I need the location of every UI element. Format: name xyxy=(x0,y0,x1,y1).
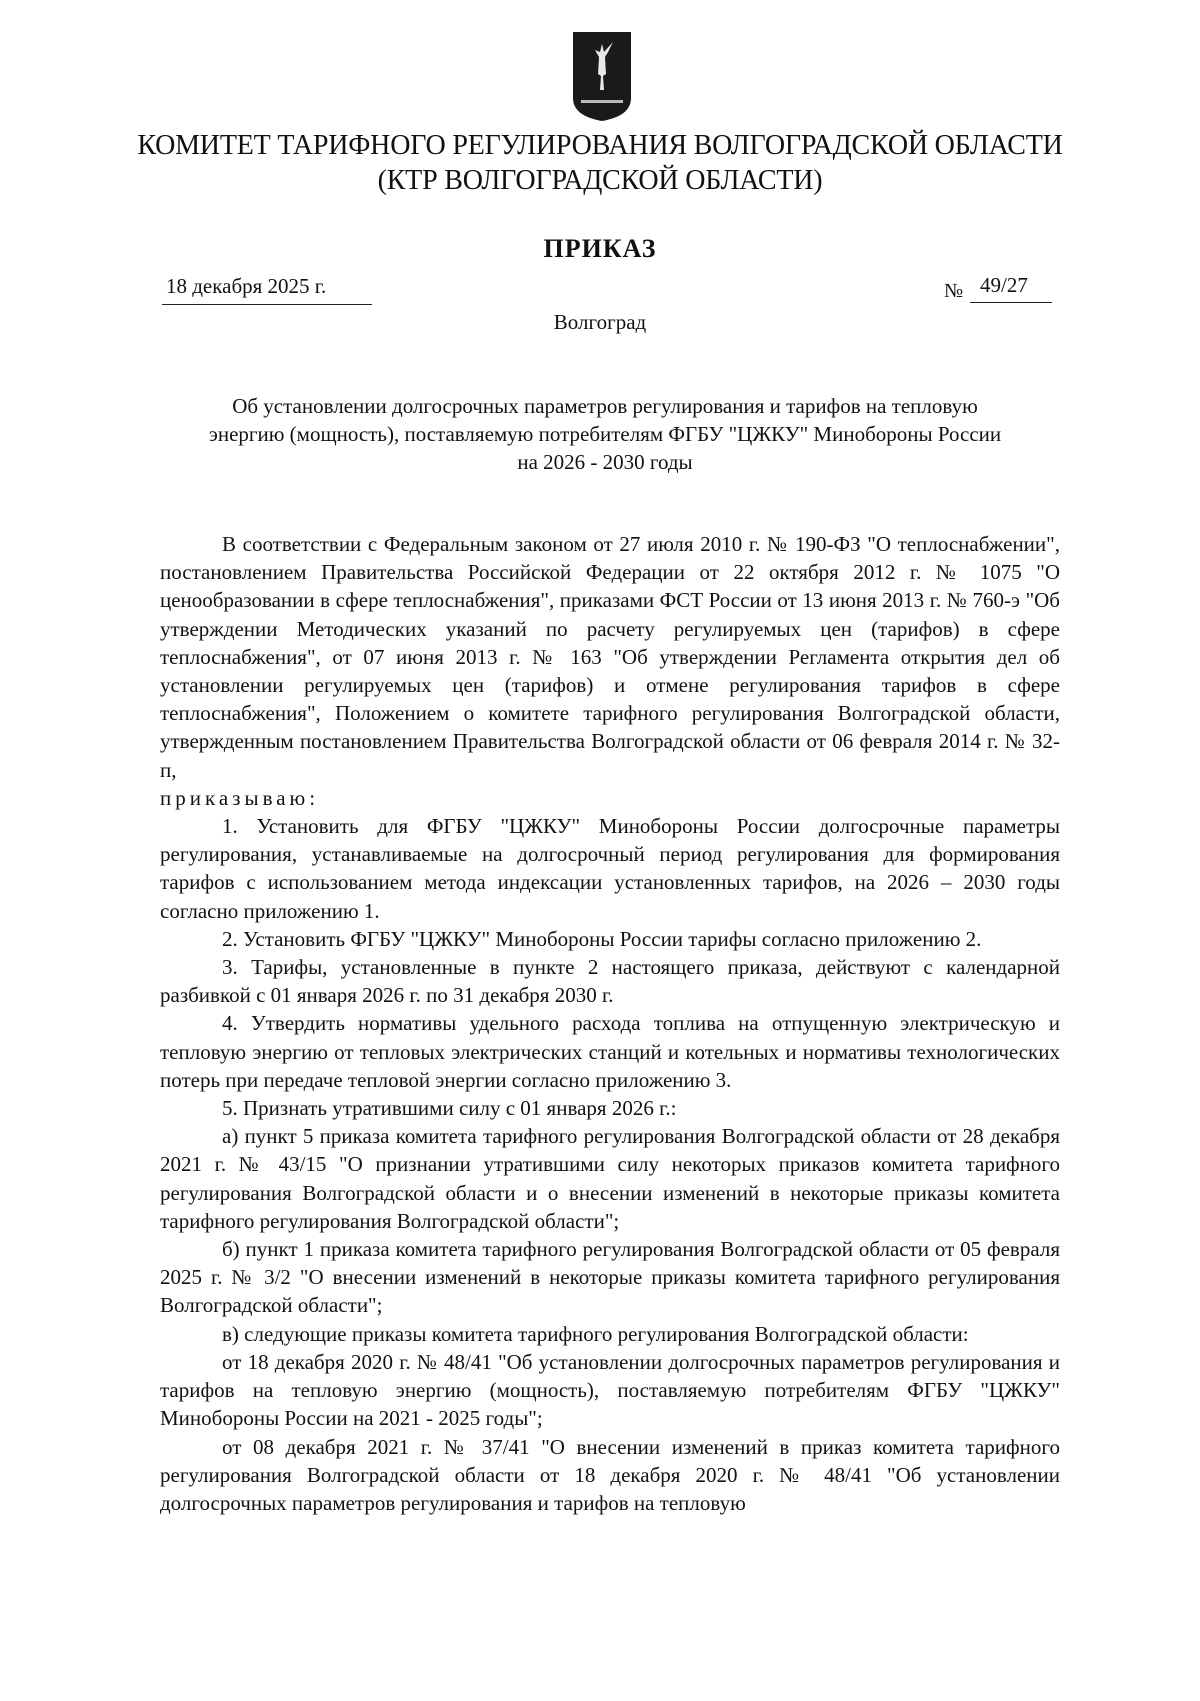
org-line-2: (КТР ВОЛГОГРАДСКОЙ ОБЛАСТИ) xyxy=(377,165,823,196)
item-5b: б) пункт 1 приказа комитета тарифного регулирования Волгоградской области от 05 февраля 2025 г. № 3/2 "О внесении изменений в некоторые приказы комитета тарифного регулирования Волгоградской области"; xyxy=(160,1237,1060,1318)
coat-of-arms-icon xyxy=(571,30,633,123)
item-5v-order-2: от 08 декабря 2021 г. № 37/41 "О внесении изменений в приказ комитета тарифного регулирования Волгоградской области от 18 декабря 2020 г. № 48/41 "Об установлении долгосрочных параметров регулирования и тарифов на тепловую xyxy=(160,1434,1060,1515)
item-5a: а) пункт 5 приказа комитета тарифного регулирования Волгоградской области от 28 декабря 2021 г. № 43/15 "О признании утратившими силу некоторых приказов комитета тарифного регулирования Волгоградской области и о внесении изменений в некоторые приказы комитета тарифного регулирования Волгоградской области"; xyxy=(160,1124,1060,1233)
order-word: приказываю: xyxy=(160,785,320,810)
number-underline xyxy=(970,302,1052,303)
subject-line-3: на 2026 - 2030 годы xyxy=(517,450,693,474)
city: Волгоград xyxy=(553,310,647,334)
item-4: 4. Утвердить нормативы удельного расхода топлива на отпущенную электрическую и тепловую энергию от тепловых электрических станций и котельных и нормативы технологических потерь при передаче тепловой энергии согласно приложению 3. xyxy=(160,1011,1060,1092)
document-type: ПРИКАЗ xyxy=(543,234,657,263)
document-subject xyxy=(150,392,1060,476)
date-underline xyxy=(162,304,372,305)
item-3: 3. Тарифы, установленные в пункте 2 настоящего приказа, действуют с календарной разбивкой с 01 января 2026 г. по 31 декабря 2030 г. xyxy=(160,955,1060,1008)
intro-paragraph: В соответствии с Федеральным законом от 27 июля 2010 г. № 190-ФЗ "О теплоснабжении", постановлением Правительства Российской Федерации от 22 октября 2012 г. № 1075 "О ценообразовании в сфере теплоснабжения", приказами ФСТ России от 13 июня 2013 г. № 760-э "Об утверждении Методических указаний по расчету регулируемых цен (тарифов) в сфере теплоснабжения", от 07 июня 2013 г. № 163 "Об утверждении Регламента открытия дел об установлении регулируемых цен (тарифов) и отмене регулирования тарифов в сфере теплоснабжения", Положением о комитете тарифного регулирования Волгоградской области, утвержденным постановлением Правительства Волгоградской области от 06 февраля 2014 г. № 32-п, xyxy=(160,532,1060,782)
item-5v: в) следующие приказы комитета тарифного регулирования Волгоградской области: xyxy=(222,1321,969,1346)
item-1: 1. Установить для ФГБУ "ЦЖКУ" Минобороны России долгосрочные параметры регулирования, устанавливаемые на долгосрочный период регулирования для формирования тарифов с использованием метода индексации установленных тарифов, на 2026 – 2030 годы согласно приложению 1. xyxy=(160,814,1060,923)
organization-name xyxy=(0,128,1200,198)
subject-line-2: энергию (мощность), поставляемую потребителям ФГБУ "ЦЖКУ" Минобороны России xyxy=(208,422,1002,446)
document-body xyxy=(160,530,1060,1517)
item-2: 2. Установить ФГБУ "ЦЖКУ" Минобороны России тарифы согласно приложению 2. xyxy=(222,926,982,951)
org-line-1: КОМИТЕТ ТАРИФНОГО РЕГУЛИРОВАНИЯ ВОЛГОГРАДСКОЙ ОБЛАСТИ xyxy=(137,130,1063,161)
document-number: 49/27 xyxy=(980,273,1028,297)
item-5: 5. Признать утратившими силу с 01 января 2026 г.: xyxy=(222,1096,677,1121)
subject-line-1: Об установлении долгосрочных параметров регулирования и тарифов на тепловую xyxy=(232,394,978,418)
document-date: 18 декабря 2025 г. xyxy=(166,274,327,298)
item-5v-order-1: от 18 декабря 2020 г. № 48/41 "Об установлении долгосрочных параметров регулирования и тарифов на тепловую энергию (мощность), поставляемую потребителям ФГБУ "ЦЖКУ" Минобороны России на 2021 - 2025 годы"; xyxy=(160,1349,1060,1431)
number-label: № xyxy=(944,280,964,302)
